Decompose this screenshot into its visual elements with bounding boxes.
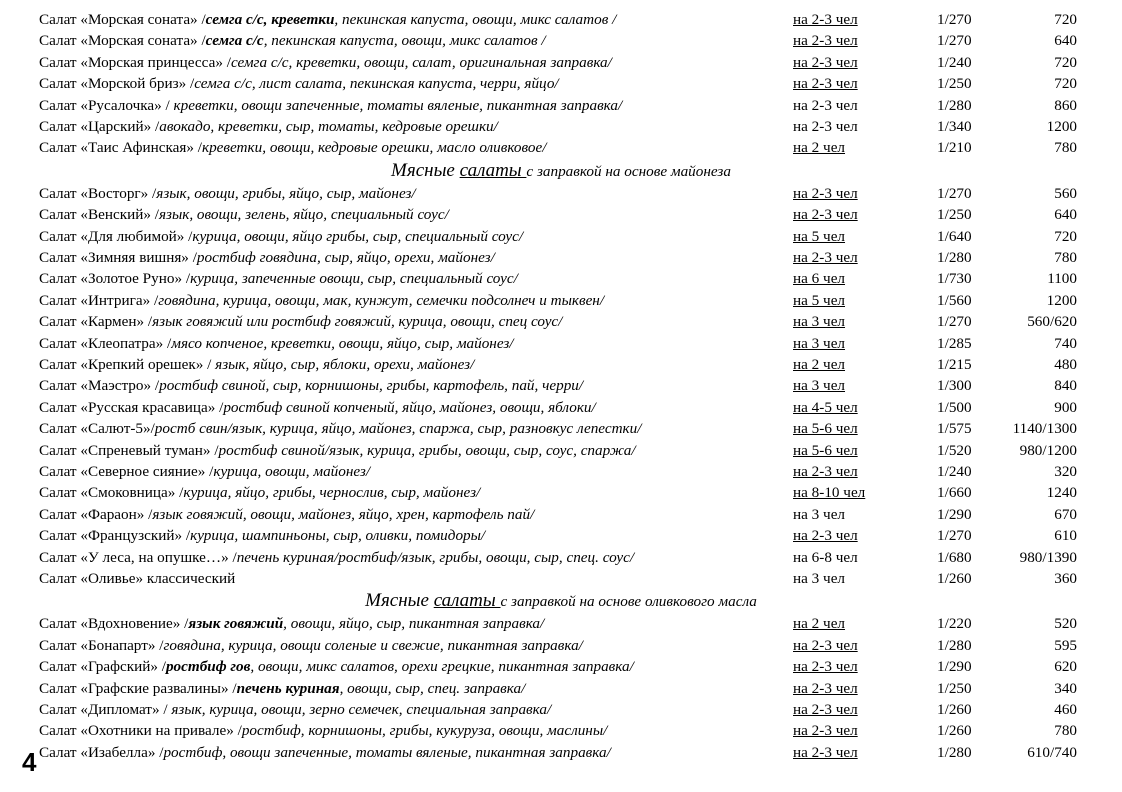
section-heading-subtitle: с заправкой на основе майонеза: [526, 162, 731, 180]
item-serves: на 2-3 чел: [793, 527, 858, 545]
item-serves: на 3 чел: [793, 505, 846, 523]
item-name: Салат «Русалочка» / креветки, овощи запеченные, томаты вяленые, пикантная заправка/: [39, 96, 623, 114]
menu-item-row: [0, 95, 1122, 116]
item-name: Салат «Спреневый туман» /ростбиф свиной/язык, курица, грибы, овощи, сыр, соус, спаржа/: [39, 441, 636, 459]
item-price: 620: [1054, 658, 1077, 676]
item-serves: на 2-3 чел: [793, 75, 858, 93]
item-name: Салат «Русская красавица» /ростбиф свиной копченый, яйцо, майонез, овощи, яблоки/: [39, 398, 596, 416]
menu-item-row: [0, 30, 1122, 51]
item-serves: на 2-3 чел: [793, 96, 858, 114]
item-serves: на 3 чел: [793, 570, 846, 587]
item-serves: на 5 чел: [793, 227, 846, 245]
item-price: 670: [1054, 505, 1077, 523]
item-weight: 1/210: [937, 139, 972, 157]
item-description: говядина, курица, овощи, мак, кунжут, семечки подсолнеч и тыквен/: [158, 291, 605, 309]
item-weight: 1/520: [937, 441, 972, 459]
item-serves: на 2-3 чел: [793, 463, 858, 480]
menu-item-row: [0, 418, 1122, 439]
item-description: язык, овощи, зелень, яйцо, специальный соус/: [158, 206, 449, 224]
item-price: 460: [1054, 701, 1077, 718]
item-weight: 1/270: [937, 32, 972, 50]
item-weight: 1/215: [937, 356, 972, 373]
item-description-bold: семга с/с: [205, 32, 264, 50]
item-description: курица, запеченные овощи, сыр, специальный соус/: [190, 270, 518, 288]
item-description: авокадо, креветки, сыр, томаты, кедровые орешки/: [159, 118, 498, 135]
item-name: Салат «Французский» /курица, шампиньоны, сыр, оливки, помидоры/: [39, 527, 486, 545]
item-name: Салат «Оливье» классический: [39, 570, 236, 587]
item-description: семга с/с, креветки, овощи, салат, оригинальная заправка/: [230, 53, 612, 71]
item-serves: на 8-10 чел: [793, 484, 866, 502]
item-serves: на 2-3 чел: [793, 636, 858, 654]
item-name: Салат «Салют-5»/ростб свин/язык, курица, яйцо, майонез, спаржа, сыр, разновкус лепестки/: [39, 420, 642, 438]
item-description: креветки, овощи, кедровые орешки, масло оливковое/: [201, 139, 547, 157]
item-weight: 1/250: [937, 75, 972, 93]
menu-item-row: [0, 375, 1122, 396]
item-name: Салат «Зимняя вишня» /ростбиф говядина, сыр, яйцо, орехи, майонез/: [39, 249, 495, 266]
item-name: Салат «Интрига» /говядина, курица, овощи, мак, кунжут, семечки подсолнеч и тыквен/: [39, 291, 605, 309]
item-description: курица, овощи, яйцо грибы, сыр, специальный соус/: [192, 227, 524, 245]
item-price: 860: [1054, 96, 1077, 114]
item-name: Салат «Вдохновение» /язык говяжий, овощи, яйцо, сыр, пикантная заправка/: [39, 615, 545, 633]
item-name: Салат «Дипломат» / язык, курица, овощи, зерно семечек, специальная заправка/: [39, 701, 552, 718]
item-price: 840: [1054, 377, 1077, 395]
menu-item-row: [0, 137, 1122, 158]
item-serves: на 2 чел: [793, 356, 846, 373]
section-heading-main: Мясные салаты: [391, 159, 527, 181]
item-name: Салат «Кармен» /язык говяжий или ростбиф говяжий, курица, овощи, спец соус/: [39, 313, 563, 331]
item-weight: 1/250: [937, 679, 972, 697]
section-heading-subtitle: с заправкой на основе оливкового масла: [500, 593, 757, 611]
item-weight: 1/500: [937, 398, 972, 416]
item-price: 780: [1054, 139, 1077, 157]
item-serves: на 2-3 чел: [793, 679, 858, 697]
menu-item-row: [0, 720, 1122, 741]
item-price: 595: [1054, 636, 1077, 654]
item-serves: на 5-6 чел: [793, 441, 858, 459]
section-heading-underlined: салаты: [433, 590, 501, 612]
item-serves: на 2-3 чел: [793, 184, 858, 202]
item-name: Салат «Венский» /язык, овощи, зелень, яйцо, специальный соус/: [39, 206, 449, 224]
item-name: Салат «Морской бриз» /семга с/с, лист салата, пекинская капуста, черри, яйцо/: [39, 75, 559, 93]
item-serves: на 2-3 чел: [793, 658, 858, 676]
item-serves: на 2-3 чел: [793, 249, 858, 266]
item-price: 980/1390: [1019, 548, 1077, 566]
item-price: 900: [1054, 398, 1077, 416]
item-name: Салат «Царский» /авокадо, креветки, сыр, томаты, кедровые орешки/: [39, 118, 498, 135]
menu-item-row: [0, 678, 1122, 699]
menu-item-row: [0, 73, 1122, 94]
item-serves: на 5 чел: [793, 291, 846, 309]
menu-item-row: [0, 699, 1122, 720]
item-serves: на 5-6 чел: [793, 420, 858, 438]
item-description: ростбиф свиной копченый, яйцо, майонез, овощи, яблоки/: [223, 398, 596, 416]
item-weight: 1/560: [937, 291, 972, 309]
item-weight: 1/260: [937, 722, 972, 740]
item-price: 980/1200: [1019, 441, 1077, 459]
menu-item-row: [0, 333, 1122, 354]
item-price: 720: [1054, 75, 1077, 93]
item-description: говядина, курица, овощи соленые и свежие, пикантная заправка/: [163, 636, 583, 654]
menu-item-row: [0, 547, 1122, 568]
item-description-bold: язык говяжий: [188, 615, 284, 633]
section-heading-main: Мясные салаты: [365, 590, 501, 612]
item-serves: на 6-8 чел: [793, 548, 858, 566]
item-description: ростб свин/язык, курица, яйцо, майонез, спаржа, сыр, разновкус лепестки/: [154, 420, 642, 438]
item-weight: 1/730: [937, 270, 972, 288]
item-price: 340: [1054, 679, 1077, 697]
section-heading: [0, 159, 1122, 183]
item-name: Салат «Маэстро» /ростбиф свиной, сыр, корнишоны, грибы, картофель, пай, черри/: [39, 377, 584, 395]
menu-item-row: [0, 354, 1122, 375]
item-name: Салат «Охотники на привале» /ростбиф, корнишоны, грибы, кукуруза, овощи, маслины/: [39, 722, 608, 740]
item-weight: 1/285: [937, 334, 972, 352]
item-description: ростбиф свиной, сыр, корнишоны, грибы, картофель, пай, черри/: [159, 377, 584, 395]
item-description: ростбиф говядина, сыр, яйцо, орехи, майонез/: [196, 249, 495, 266]
item-price: 720: [1054, 227, 1077, 245]
item-name: Салат «Крепкий орешек» / язык, яйцо, сыр, яблоки, орехи, майонез/: [39, 356, 475, 373]
item-serves: на 2-3 чел: [793, 53, 858, 71]
item-serves: на 3 чел: [793, 313, 846, 331]
item-weight: 1/270: [937, 313, 972, 331]
menu-item-row: [0, 525, 1122, 546]
item-price: 480: [1054, 356, 1077, 373]
item-weight: 1/250: [937, 206, 972, 224]
menu-item-row: [0, 613, 1122, 634]
menu-item-row: [0, 9, 1122, 30]
item-weight: 1/270: [937, 184, 972, 202]
item-weight: 1/260: [937, 570, 972, 587]
item-serves: на 2-3 чел: [793, 32, 858, 50]
menu-item-row: [0, 226, 1122, 247]
item-weight: 1/270: [937, 527, 972, 545]
menu-item-row: [0, 183, 1122, 204]
item-description: семга с/с, креветки, пекинская капуста, овощи, микс салатов /: [205, 11, 617, 28]
menu-item-row: [0, 461, 1122, 482]
item-description: ростбиф свиной/язык, курица, грибы, овощи, сыр, соус, спаржа/: [218, 441, 636, 459]
menu-item-row: [0, 635, 1122, 656]
item-name: Салат «Клеопатра» /мясо копченое, креветки, овощи, яйцо, сыр, майонез/: [39, 334, 514, 352]
item-weight: 1/290: [937, 505, 972, 523]
item-weight: 1/280: [937, 96, 972, 114]
item-name: Салат «Фараон» /язык говяжий, овощи, майонез, яйцо, хрен, картофель пай/: [39, 505, 535, 523]
item-price: 1240: [1046, 484, 1077, 502]
item-description: язык, овощи, грибы, яйцо, сыр, майонез/: [156, 184, 416, 202]
item-price: 640: [1054, 32, 1077, 50]
item-description: семга с/с, лист салата, пекинская капуста, черри, яйцо/: [194, 75, 559, 93]
item-price: 520: [1054, 615, 1077, 633]
menu-item-row: [0, 116, 1122, 137]
item-name: Салат «Морская соната» /семга с/с, пекинская капуста, овощи, микс салатов /: [39, 32, 546, 50]
section-heading: [0, 589, 1122, 613]
item-description: курица, яйцо, грибы, чернослив, сыр, майонез/: [183, 484, 481, 502]
menu-item-row: [0, 742, 1122, 763]
menu-item-row: [0, 482, 1122, 503]
item-weight: 1/260: [937, 701, 972, 718]
item-name: Салат «Графский» /ростбиф гов, овощи, микс салатов, орехи грецкие, пикантная заправка/: [39, 658, 634, 676]
item-price: 780: [1054, 249, 1077, 266]
item-description: курица, овощи, майонез/: [213, 463, 371, 480]
item-weight: 1/220: [937, 615, 972, 633]
page-number: 4: [22, 747, 37, 777]
item-name: Салат «Морская принцесса» /семга с/с, креветки, овощи, салат, оригинальная заправка/: [39, 53, 612, 71]
item-name: Салат «Смоковница» /курица, яйцо, грибы, чернослив, сыр, майонез/: [39, 484, 481, 502]
item-description-bold: семга с/с, креветки: [205, 11, 335, 28]
item-description: мясо копченое, креветки, овощи, яйцо, сыр, майонез/: [171, 334, 514, 352]
menu-item-row: [0, 504, 1122, 525]
item-weight: 1/300: [937, 377, 972, 395]
section-heading-underlined: салаты: [459, 159, 527, 181]
item-price: 1200: [1046, 118, 1077, 135]
item-serves: на 4-5 чел: [793, 398, 858, 416]
item-description: язык говяжий или ростбиф говяжий, курица, овощи, спец соус/: [152, 313, 563, 331]
item-weight: 1/240: [937, 53, 972, 71]
menu-item-row: [0, 397, 1122, 418]
item-price: 780: [1054, 722, 1077, 740]
menu-item-row: [0, 204, 1122, 225]
item-serves: на 3 чел: [793, 377, 846, 395]
item-price: 1140/1300: [1012, 420, 1077, 438]
item-price: 1200: [1046, 291, 1077, 309]
item-serves: на 2 чел: [793, 615, 846, 633]
item-weight: 1/575: [937, 420, 972, 438]
item-serves: на 2-3 чел: [793, 743, 858, 761]
item-weight: 1/290: [937, 658, 972, 676]
item-weight: 1/340: [937, 118, 972, 135]
item-price: 740: [1054, 334, 1077, 352]
item-description: язык, курица, овощи, зерно семечек, специальная заправка/: [171, 701, 552, 718]
item-weight: 1/640: [937, 227, 972, 245]
menu-item-row: [0, 440, 1122, 461]
item-name: Салат «Изабелла» /ростбиф, овощи запеченные, томаты вяленые, пикантная заправка/: [39, 743, 611, 761]
item-description: язык говяжий, овощи, майонез, яйцо, хрен, картофель пай/: [152, 505, 535, 523]
item-weight: 1/280: [937, 249, 972, 266]
menu-item-row: [0, 247, 1122, 268]
item-price: 1100: [1047, 270, 1077, 288]
item-description: курица, шампиньоны, сыр, оливки, помидоры/: [190, 527, 486, 545]
item-description: креветки, овощи запеченные, томаты вяленые, пикантная заправка/: [173, 96, 623, 114]
item-description: ростбиф гов, овощи, микс салатов, орехи грецкие, пикантная заправка/: [165, 658, 634, 676]
item-name: Салат «Для любимой» /курица, овощи, яйцо грибы, сыр, специальный соус/: [39, 227, 524, 245]
item-name: Салат «Бонапарт» /говядина, курица, овощи соленые и свежие, пикантная заправка/: [39, 636, 583, 654]
item-name: Салат «Северное сияние» /курица, овощи, майонез/: [39, 463, 371, 480]
item-price: 720: [1054, 11, 1077, 28]
item-serves: на 2-3 чел: [793, 701, 858, 718]
item-name: Салат «Восторг» /язык, овощи, грибы, яйцо, сыр, майонез/: [39, 184, 416, 202]
item-weight: 1/660: [937, 484, 972, 502]
item-description: ростбиф, овощи запеченные, томаты вяленые, пикантная заправка/: [163, 743, 611, 761]
item-price: 610: [1054, 527, 1077, 545]
item-description: язык говяжий, овощи, яйцо, сыр, пикантная заправка/: [188, 615, 545, 633]
item-name: Салат «Золотое Руно» /курица, запеченные овощи, сыр, специальный соус/: [39, 270, 518, 288]
item-weight: 1/270: [937, 11, 972, 28]
item-description: ростбиф, корнишоны, грибы, кукуруза, овощи, маслины/: [241, 722, 608, 740]
item-name: Салат «Морская соната» /семга с/с, креветки, пекинская капуста, овощи, микс салатов /: [39, 11, 617, 28]
item-weight: 1/280: [937, 743, 972, 761]
item-serves: на 2 чел: [793, 139, 846, 157]
item-serves: на 2-3 чел: [793, 722, 858, 740]
item-serves: на 2-3 чел: [793, 206, 858, 224]
item-name: Салат «Таис Афинская» /креветки, овощи, кедровые орешки, масло оливковое/: [39, 139, 547, 157]
menu-item-row: [0, 656, 1122, 677]
item-serves: на 2-3 чел: [793, 11, 858, 28]
item-price: 560/620: [1027, 313, 1077, 331]
item-description: семга с/с, пекинская капуста, овощи, микс салатов /: [205, 32, 546, 50]
item-price: 560: [1054, 184, 1077, 202]
item-price: 720: [1054, 53, 1077, 71]
item-description-bold: ростбиф гов: [165, 658, 251, 676]
item-name: Салат «Графские развалины» /печень куриная, овощи, сыр, спец. заправка/: [39, 679, 526, 697]
item-weight: 1/680: [937, 548, 972, 566]
item-weight: 1/280: [937, 636, 972, 654]
item-description-bold: печень куриная: [236, 679, 340, 697]
item-description: печень куриная/ростбиф/язык, грибы, овощи, сыр, спец. соус/: [236, 548, 635, 566]
item-name: Салат «У леса, на опушке…» /печень куриная/ростбиф/язык, грибы, овощи, сыр, спец. соус/: [39, 548, 635, 566]
menu-item-row: [0, 268, 1122, 289]
item-serves: на 3 чел: [793, 334, 846, 352]
item-price: 640: [1054, 206, 1077, 224]
item-weight: 1/240: [937, 463, 972, 480]
menu-item-row: [0, 568, 1122, 589]
menu-item-row: [0, 290, 1122, 311]
item-price: 610/740: [1027, 743, 1077, 761]
menu-item-row: [0, 311, 1122, 332]
item-price: 320: [1054, 463, 1077, 480]
item-price: 360: [1054, 570, 1077, 587]
item-description: язык, яйцо, сыр, яблоки, орехи, майонез/: [215, 356, 475, 373]
item-description: печень куриная, овощи, сыр, спец. заправка/: [236, 679, 526, 697]
item-serves: на 2-3 чел: [793, 118, 858, 135]
item-serves: на 6 чел: [793, 270, 846, 288]
menu-item-row: [0, 52, 1122, 73]
